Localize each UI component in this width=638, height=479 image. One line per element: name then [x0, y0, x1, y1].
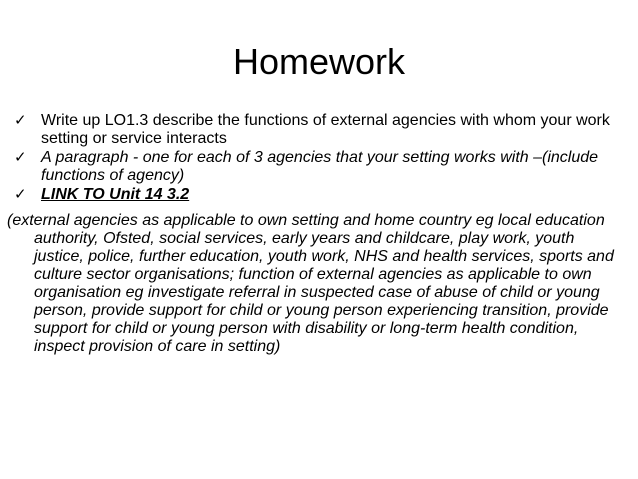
homework-bullet-list	[14, 112, 624, 205]
bullet-item-write-up	[14, 112, 624, 148]
check-mark-icon: ✓	[14, 149, 27, 166]
check-mark-icon: ✓	[14, 112, 27, 129]
slide-title: Homework	[232, 41, 406, 82]
bullet-item-link	[14, 186, 624, 204]
bullet-text: A paragraph - one for each of 3 agencies that your setting works with –(include functions of agency)	[41, 149, 599, 184]
bullet-text: Write up LO1.3 describe the functions of external agencies with whom your work setting or service interacts	[41, 112, 610, 147]
external-agencies-paragraph: (external agencies as applicable to own setting and home country eg local education authority, Ofsted, social services, early years and childcare, play work, youth justice, police, further education, youth work, NHS and health services, sports and culture sector organisations; function of external agencies as applicable to own organisation eg investigate referral in suspected case of abuse of child or young person, provide support for child or young person experiencing transition, provide support for child or young person with disability or long-term health condition, inspect provision of care in setting)	[7, 212, 614, 355]
check-mark-icon: ✓	[14, 186, 27, 203]
link-to-unit-text: LINK TO Unit 14 3.2	[41, 186, 190, 203]
bullet-item-paragraph	[14, 149, 624, 185]
